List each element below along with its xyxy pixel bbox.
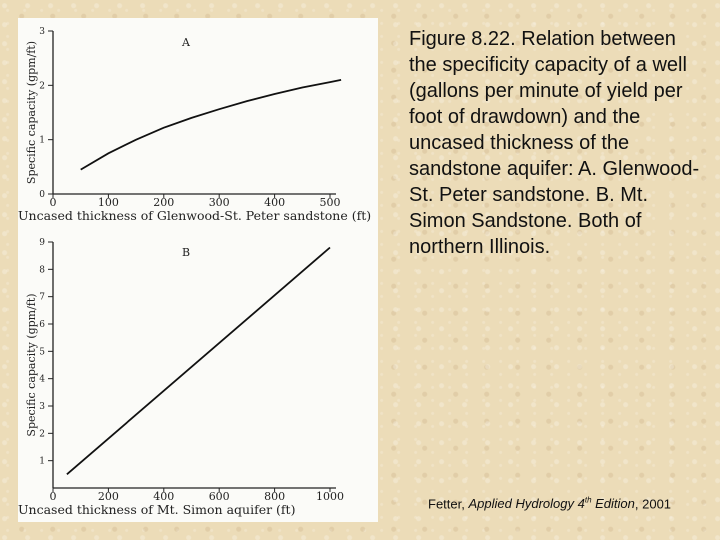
y-tick-label: 3 — [39, 402, 45, 412]
x-tick-label: 800 — [264, 490, 286, 503]
figure-panel — [18, 18, 378, 522]
y-tick-label: 8 — [39, 265, 45, 276]
citation-title: Applied Hydrology 4 — [468, 496, 585, 512]
y-tick-label: 9 — [39, 238, 45, 248]
y-tick-label: 2 — [39, 81, 45, 92]
citation-author: Fetter, — [428, 496, 465, 512]
x-tick-label: 1000 — [316, 490, 344, 503]
y-tick-label: 4 — [39, 374, 45, 385]
y-tick-label: 1 — [39, 456, 45, 467]
figure-caption: Figure 8.22. Relation between the specificity capacity of a well (gallons per minute of yield per foot of drawdown) and the uncased thickness of the sandstone aquifer: A. Glenwood-St. Peter sandstone. B. Mt. Simon Sandstone. Both of northern Illinois. — [409, 28, 700, 258]
y-tick-label: 7 — [39, 292, 45, 303]
x-tick-label: 600 — [208, 490, 230, 503]
y-tick-label: 6 — [39, 320, 45, 330]
y-tick-label: 3 — [39, 27, 45, 37]
x-tick-label: 0 — [49, 490, 57, 503]
chart-panel-a — [18, 27, 371, 223]
charts-svg — [18, 18, 378, 522]
panel-label: B — [181, 246, 191, 259]
y-tick-label: 0 — [39, 190, 45, 200]
x-axis-label: Uncased thickness of Mt. Simon aquifer (ft) — [18, 502, 296, 517]
y-tick-label: 1 — [39, 135, 45, 146]
x-tick-label: 300 — [208, 196, 230, 209]
citation-sup: th — [584, 496, 592, 505]
x-tick-label: 100 — [97, 196, 119, 209]
x-tick-label: 400 — [264, 196, 286, 209]
y-axis-label: Specific capacity (gpm/ft) — [25, 293, 38, 437]
citation — [428, 496, 718, 511]
citation-edition: Edition — [595, 496, 635, 512]
y-tick-label: 2 — [39, 429, 45, 440]
x-tick-label: 0 — [49, 196, 57, 209]
series-line — [67, 248, 330, 475]
y-tick-label: 5 — [39, 347, 45, 358]
citation-year: , 2001 — [634, 496, 672, 512]
x-tick-label: 200 — [153, 196, 175, 209]
x-tick-label: 500 — [319, 196, 341, 209]
x-tick-label: 400 — [153, 490, 175, 503]
chart-panel-b — [18, 238, 344, 517]
panel-label: A — [182, 36, 190, 49]
x-tick-label: 200 — [97, 490, 119, 503]
series-line — [81, 80, 341, 170]
x-axis-label: Uncased thickness of Glenwood-St. Peter sandstone (ft) — [18, 208, 372, 223]
y-axis-label: Specific capacity (gpm/ft) — [25, 40, 38, 185]
